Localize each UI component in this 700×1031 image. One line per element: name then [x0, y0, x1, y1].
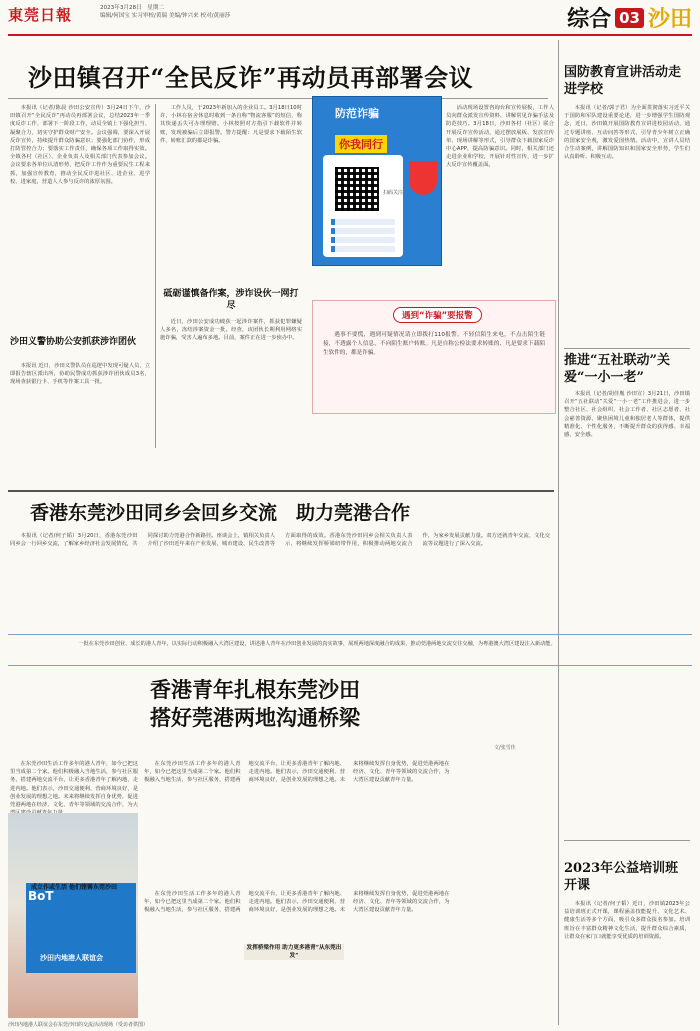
- qr-code-icon: [335, 167, 379, 211]
- right-body-1: [564, 104, 690, 344]
- right-headline-1: 国防教育宣讲活动走进学校: [564, 65, 682, 97]
- edition-name: 沙田: [647, 6, 692, 32]
- youth-subhead-1: 成立作或生活 他们铿锵东莞沙田: [30, 884, 118, 891]
- lead-body-3: [160, 104, 302, 268]
- section-title: 综合: [567, 6, 612, 32]
- photo-caption: 沙田内地港人联谊会在东莞沙田的交流活动现场（受访者供图）: [8, 1022, 149, 1028]
- youth-body: [144, 760, 554, 880]
- right-body-3: [564, 900, 690, 1024]
- youth-subhead-2: 发挥桥梁作用 助力更多港青“从东莞出发”: [244, 944, 344, 960]
- youth-headline-1: 香港青年扎根东莞沙田: [150, 677, 360, 702]
- lead-paragraph-4: 近日，沙田公安成功破获一起涉诈案件，抓获犯罪嫌疑人多名，冻结涉案资金一批。经查，该团伙长期利用网络实施诈骗，受害人遍布多地。目前，案件正在进一步侦办中。: [160, 319, 302, 342]
- right-paragraph-3: 本报讯（记者/何子韬）近日，沙田镇2023年公益培训班正式开课，课程涵盖技能提升、文化艺术、健康生活等多个方面，吸引众多群众报名参加。培训班旨在丰富群众精神文化生活，提升群众综合素质，让群众在家门口就能享受优质的培训资源。: [564, 901, 690, 940]
- youth-paragraph-lead: 在东莞沙田生活工作多年的港人青年，如今已把这里当成第二个家。他们积极融入当地生活，参与社区服务，搭建两地交流平台，让更多香港青年了解内地、走进内地。他们表示，沙田交通便利、营商环境良好，是创业发展的理想之地。未来将继续发挥自身优势，促进莞港两地在经济、文化、青年等领域的交流合作，为大: [10, 761, 138, 809]
- youth-body-2: [144, 890, 554, 1020]
- lead-rule: [8, 98, 548, 99]
- poster-menu-line: [331, 246, 395, 252]
- right-body-2: [564, 390, 690, 840]
- poster-badge: 你我同行: [335, 135, 387, 153]
- lead-headline: 沙田镇召开“全民反诈”再动员再部署会议: [28, 63, 474, 92]
- youth-body-lead: [10, 760, 138, 808]
- issue-date: 2023年3月28日 星期二: [100, 5, 165, 11]
- right-rule-1: [564, 348, 690, 349]
- event-photo: [8, 813, 138, 1018]
- lead-paragraph-3: 工作人员，于2023年新加入的企业员工。3月18日10时许，小林在宿舍休息时收到一条自称“物流客服”的短信，称其快递丢失可办理理赔。小林按照对方指引下载软件并转账，发现被骗后立即报警。警方提醒：凡是要求下载陌生软件、转账汇款的都是诈骗。: [160, 105, 302, 144]
- newspaper-logo: 東莞日報: [8, 6, 73, 24]
- poster-menu: [331, 219, 395, 255]
- lead-body: [10, 104, 150, 332]
- youth-headline-2: 搭好莞港两地沟通桥梁: [150, 705, 360, 730]
- column-divider: [155, 104, 156, 448]
- hk-paragraph: 本报讯（记者/何子韬）3月20日，香港东莞沙田同乡会一行回乡交流，了解家乡经济社会发展情况，共同探讨助力莞港合作新路径。座谈会上，镇相关负责人介绍了沙田近年来在产业发展、城市建设、民生改善等方面取得的成效。香港东莞沙田同乡会相关负责人表示，将继续发挥桥梁纽带作用，积极推动两地交流合作，为家乡发展贡献力量。双方还就青年交流、文化交流等议题进行了深入交流。: [10, 533, 550, 548]
- right-paragraph-1: 本报讯（记者/郭子君）为全面贯彻落实习近平关于国防和军队建设重要论述，进一步增强学生国防观念，近日，沙田镇开展国防教育宣讲进校园活动，通过专题讲座、互动问答等形式，引导青少年树立正确的国家安全观，激发爱国热情。活动中，宣讲人员结合生动案例，讲解国防知识和国家安全形势，学生们认真聆听、积极互动。: [564, 105, 690, 161]
- masthead-rule: [8, 34, 692, 36]
- lead-paragraph-2: 本报讯 近日，沙田义警队员在巡逻中发现可疑人员，立即报告辖区派出所，协助民警成功抓获涉诈团伙成员3名，现场查获银行卡、手机等作案工具一批。: [10, 363, 150, 386]
- anti-fraud-poster: [312, 96, 442, 266]
- mid-paragraph: 活动现场设置咨询台和宣传展板，工作人员向群众派发宣传资料，讲解常见诈骗手法及防范技巧。3月18日，沙田各村（社区）联合开展反诈宣传活动，通过摆放展板、发放宣传单、现场讲解等形式，引导群众下载国家反诈中心APP，提高防骗意识。同时，相关部门还走进企业和学校，开展针对性宣传，进一步扩大反诈宣传覆盖面。: [446, 105, 554, 169]
- lead-paragraph: 本报讯（记者/陈晨 沙田公安宣传）3月24日下午，沙田镇召开“全民反诈”再动员再部署会议，总结2023年一季度反诈工作，部署下一阶段工作，动员全镇上下强化担当、凝聚合力，切实守护群众财产安全。会议强调，要深入开展反诈宣传，持续提升群众防骗意识；要强化部门协作，形成打防管控合力；要落实工作责任，确保各项工作取得实效。全镇各村（社区）、企业负责人及相关部门代表参加会议。会议要求各单位认清形势，把反诈工作作为重要民生工程来抓，加强宣传教育，推动全民反诈进社区、进企业、进学校、进家庭，营造人人参与反诈的浓厚氛围。: [10, 105, 150, 185]
- youth-paragraph: 在东莞沙田生活工作多年的港人青年，如今已把这里当成第二个家。他们积极融入当地生活，参与社区服务，搭建两地交流平台，让更多香港青年了解内地、走进内地。他们表示，沙田交通便利、营商环境良好，是创业发展的理想之地。未来将继续发挥自身优势，促进莞港两地在经济、文化、青年等领域的交流合作，为大湾区建设贡献青年力量。: [144, 761, 450, 784]
- poster-menu-line: [331, 237, 395, 243]
- hk-body: [10, 532, 550, 628]
- photo-banner-text: 沙田内地港人联谊会: [40, 954, 103, 962]
- right-headline-2: 推进“五社联动”关爱“一小一老”: [564, 353, 670, 385]
- lead-subhead-2: 砥砺谨慎备作案，涉诈设伙一网打尽: [163, 289, 299, 311]
- page-number: 03: [615, 8, 644, 28]
- issue-meta: [100, 4, 360, 20]
- issue-editors: 编辑/何国宝 实习审校/黄瑞 美编/钟兴来 校对/黄丽莎: [100, 13, 231, 19]
- right-column-divider: [558, 40, 559, 1025]
- shield-icon: [409, 161, 437, 195]
- police-notice-box: [312, 300, 556, 414]
- lead-body-4: [160, 318, 302, 448]
- intro-box: [8, 634, 692, 666]
- youth-paragraph-2: 在东莞沙田生活工作多年的港人青年，如今已把这里当成第二个家。他们积极融入当地生活，参与社区服务，搭建两地交流平台，让更多香港青年了解内地、走进内地。他们表示，沙田交通便利、营商环境良好，是创业发展的理想之地。未来将继续发挥自身优势，促进莞港两地在经济、文化、青年等领域的交流合作，为大湾区建设贡献青年力量。: [144, 891, 450, 914]
- section-header: [567, 2, 692, 33]
- youth-byline: 文/张雪佳: [494, 745, 516, 751]
- poster-title: 防范诈骗: [335, 107, 379, 120]
- right-headline-3: 2023年公益培训班开课: [564, 861, 679, 893]
- notice-title: 遇到“诈骗”要报警: [393, 307, 482, 323]
- intro-text: 一批在东莞沙田创业、成长的港人青年，以实际行动积极融入大湾区建设，讲述港人青年在沙田创业发展的真实故事，展现两地深度融合的成果，推动莞港两地交流交往交融，为粤港澳大湾区建设注入新动能。: [78, 641, 556, 647]
- notice-body: [323, 331, 545, 407]
- poster-note: 扫码关注: [383, 190, 404, 196]
- notice-paragraph: 遇事不要慌，遇到可疑情况请立即拨打110报警。不轻信陌生来电，不点击陌生链接，不透露个人信息，不向陌生账户转账。凡是自称公检法要求转账的、凡是要求下载陌生软件的，都是诈骗。: [323, 332, 545, 356]
- poster-menu-line: [331, 228, 395, 234]
- right-paragraph-2: 本报讯（记者/胡佳胤 沙田宣）3月21日，沙田镇召开“五社联动”关爱“一小一老”工作推进会，进一步整合社区、社会组织、社会工作者、社区志愿者、社会慈善资源，聚焦困境儿童和独居老人等群体，提供精准化、个性化服务，不断提升群众的获得感、幸福感、安全感。: [564, 391, 690, 439]
- right-rule-2: [564, 840, 690, 841]
- lead-body-2: [10, 362, 150, 448]
- lead-subhead-1: 沙田义警协助公安抓获涉诈团伙: [10, 337, 137, 347]
- hk-headline: 香港东莞沙田同乡会回乡交流 助力莞港合作: [30, 502, 411, 524]
- mid-column-text: [446, 104, 554, 294]
- poster-menu-line: [331, 219, 395, 225]
- bot-logo: BoT: [28, 889, 54, 903]
- hk-rule: [8, 490, 554, 492]
